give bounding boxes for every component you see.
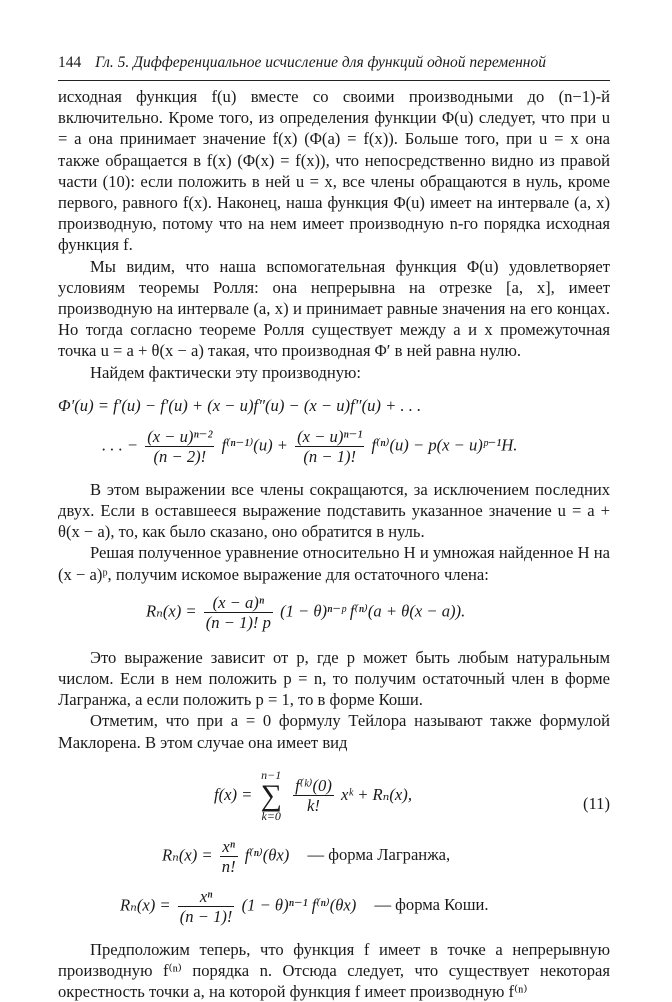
lagrange-lhs: Rₙ(x) = (162, 845, 213, 865)
equation-number: (11) (582, 793, 610, 813)
fraction-denominator: (n − 1)! p (205, 612, 271, 632)
remainder-formula (146, 593, 465, 632)
paragraph-continuation: исходная функция f(u) вместе со своими производными до (n−1)-й включительно. Кроме того, из определения функции Φ(u) следует, что при u = a она принимает значение f(x) (Φ(a) = f(x)). Больше того, при u = x она также обращается в f(x) (Φ(x) = f(x)), что непосредственно видно из правой части (10): если положить в ней u = x, все члены обращаются в нуль, кроме первого, равного f(x). Наконец, наша функция Φ(u) имеет на интервале (a, x) производную, потому что на нем имеет производную n-го порядка исходная функция f. (58, 87, 610, 255)
sigma-symbol: ∑ (260, 778, 282, 812)
fraction-numerator: (x − u)ⁿ⁻¹ (297, 426, 363, 446)
lagrange-label: — форма Лагранжа, (307, 845, 451, 865)
derivative-fraction-2 (295, 427, 364, 466)
remainder-lhs: Rₙ(x) = (146, 601, 197, 621)
remainder-fraction (204, 593, 273, 632)
fraction-numerator: xⁿ (222, 836, 235, 856)
cauchy-fraction (178, 887, 235, 926)
cauchy-tail: (1 − θ)ⁿ⁻¹ f⁽ⁿ⁾(θx) (241, 895, 357, 915)
running-header (58, 54, 610, 72)
equation-derivative (58, 383, 610, 479)
summation (261, 769, 282, 823)
derivative-ellipsis: . . . − (102, 435, 139, 455)
lagrange-formula (162, 837, 450, 876)
paragraph-continuous-derivative: Предположим теперь, что функция f имеет в точке a непрерывную производную f⁽ⁿ⁾ порядка n. Отсюда следует, что существует некоторая окрестность точки a, на которой функция f имеет производную f⁽ⁿ⁾ (58, 939, 610, 1002)
paragraph-find-derivative: Найдем фактически эту производную: (90, 362, 362, 382)
sum-lower-limit: k=0 (261, 808, 281, 823)
fraction-denominator: (n − 1)! (295, 446, 364, 466)
cauchy-formula (120, 887, 489, 926)
paragraph-maclaurin-intro: Отметим, что при a = 0 формулу Тейлора называют также формулой Маклорена. В этом случае она имеет вид (58, 711, 610, 752)
maclaurin-tail: xᵏ + Rₙ(x), (341, 784, 412, 804)
page-body (58, 86, 610, 1002)
fraction-denominator: (n − 1)! (179, 906, 233, 926)
paragraph-solve-for-h: Решая полученное уравнение относительно H и умножая найденное H на (x − a)ᵖ, получим искомое выражение для остаточного члена: (58, 543, 610, 584)
maclaurin-lhs: f(x) = (214, 784, 253, 804)
derivative-fraction-1 (145, 427, 214, 466)
chapter-title: Гл. 5. Дифференциальное исчисление для функций одной переменной (95, 54, 546, 71)
equation-maclaurin-block (58, 753, 610, 939)
lagrange-fraction (220, 837, 238, 876)
fraction-numerator: f⁽ᵏ⁾(0) (295, 776, 332, 796)
derivative-tail-term: f⁽ⁿ⁾(u) − p(x − u)ᵖ⁻¹H. (371, 435, 518, 455)
sum-upper-limit: n−1 (261, 767, 282, 782)
cauchy-lhs: Rₙ(x) = (120, 895, 171, 915)
equation-remainder (58, 585, 610, 647)
page-number: 144 (58, 54, 82, 71)
fraction-numerator: xⁿ (199, 886, 213, 906)
derivative-line-1: Φ′(u) = f′(u) − f′(u) + (x − u)f″(u) − (x − u)f″(u) + . . . (58, 395, 422, 415)
maclaurin-fraction (293, 776, 334, 815)
lagrange-tail: f⁽ⁿ⁾(θx) (244, 845, 290, 865)
fraction-denominator: k! (293, 795, 334, 815)
fraction-numerator: (x − u)ⁿ⁻² (147, 426, 213, 446)
paragraph-rolle-conditions: Мы видим, что наша вспомогательная функция Φ(u) удовлетворяет условиям теоремы Ролля: она непрерывна на отрезке [a, x], имеет производную на интервале (a, x) и принимает равные значения на его концах. Но тогда согласно теореме Ролля существует между a и x промежуточная точка u = a + θ(x − a) такая, что производная Φ′ в ней равна нулю. (58, 256, 610, 361)
derivative-line-2 (102, 427, 517, 466)
fraction-denominator: n! (221, 856, 236, 876)
cauchy-label: — форма Коши. (374, 895, 489, 915)
maclaurin-formula (214, 769, 412, 823)
derivative-middle-term: f⁽ⁿ⁻¹⁾(u) + (221, 435, 288, 455)
paragraph-terms-cancel: В этом выражении все члены сокращаются, за исключением последних двух. Если в оставшееся выражение подставить указанное значение u = a + θ(x − a), то, как было сказано, оно обратится в нуль. (58, 479, 610, 542)
remainder-tail: (1 − θ)ⁿ⁻ᵖ f⁽ⁿ⁾(a + θ(x − a)). (280, 601, 466, 621)
header-rule (58, 80, 610, 81)
paragraph-depends-on-p: Это выражение зависит от p, где p может быть любым натуральным числом. Если в нем положить p = n, то получим остаточный член в форме Лагранжа, а если положить p = 1, то в форме Коши. (58, 647, 610, 710)
fraction-denominator: (n − 2)! (145, 446, 214, 466)
fraction-numerator: (x − a)ⁿ (212, 592, 265, 612)
